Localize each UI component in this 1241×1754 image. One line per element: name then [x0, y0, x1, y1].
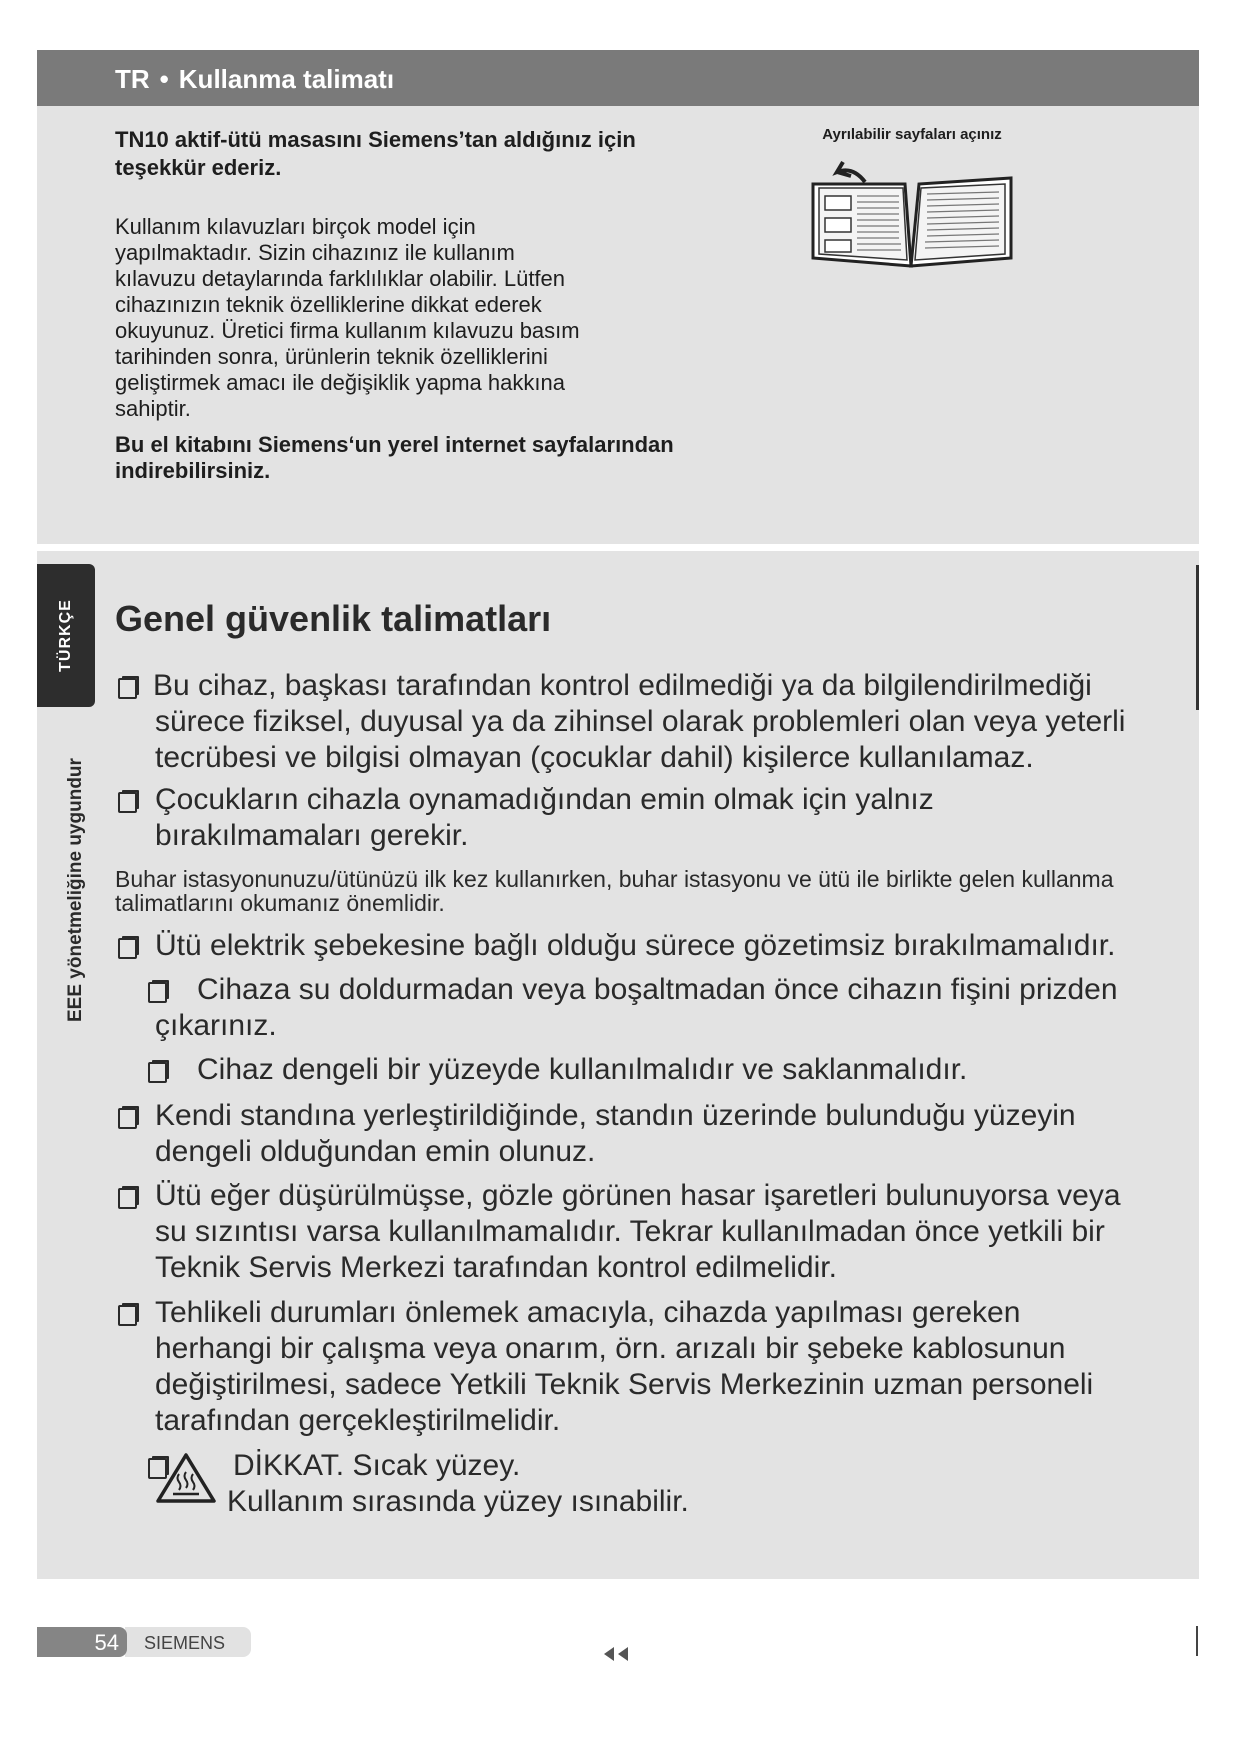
- intro-body-line: sahiptir.: [115, 396, 191, 421]
- compliance-label: EEE yönetmeliğine uygundur: [65, 758, 86, 1022]
- previous-page-arrows-icon[interactable]: [600, 1645, 634, 1663]
- list-item: [115, 1295, 1135, 1439]
- intro-body-line: Kullanım kılavuzları birçok model için: [115, 214, 476, 239]
- list-item: [115, 782, 1135, 854]
- usage-note: Buhar istasyonunuzu/ütünüzü ilk kez kullanırken, buhar istasyonu ve ütü ile birlikte gelen kullanma talimatlarını okumanız önemlidir.: [115, 866, 1114, 916]
- list-item-text: Cihaz dengeli bir yüzeyde kullanılmalıdır ve saklanmalıdır.: [197, 1053, 968, 1086]
- checkbox-bullet-icon: [118, 1305, 137, 1326]
- section-title: Genel güvenlik talimatları: [115, 598, 552, 639]
- list-item-text: Tehlikeli durumları önlemek amacıyla, cihazda yapılması gereken herhangi bir çalışma veya onarım, örn. arızalı bir şebeke kablosunun değiştirilmesi, sadece Yetkili Teknik Servis Merkezinin uzman personeli tarafından gerçekleştirilmelidir.: [155, 1296, 1094, 1437]
- intro-body: [115, 214, 675, 422]
- warning-title: DİKKAT. Sıcak yüzey.: [233, 1449, 521, 1482]
- list-item: [115, 1098, 1135, 1170]
- list-item: [115, 668, 1135, 776]
- list-item-sub: [115, 1052, 1135, 1088]
- intro-body-line: tarihinden sonra, ürünlerin teknik özelliklerini: [115, 344, 548, 369]
- list-item-sub: [115, 972, 1135, 1044]
- intro-panel: [37, 106, 1199, 544]
- brand-label: SIEMENS: [144, 1633, 226, 1653]
- book-caption: Ayrılabilir sayfaları açınız: [822, 126, 1002, 143]
- header-bar: [37, 50, 1199, 106]
- list-item: [115, 928, 1135, 964]
- checkbox-bullet-icon: [118, 678, 137, 699]
- list-item-text: Bu cihaz, başkası tarafından kontrol edilmediği ya da bilgilendirilmediği sürece fiziksel, duyusal ya da zihinsel olarak problemleri olan veya yeterli tecrübesi ve bilgisi olmayan (çocuklar dahil) kişilerce kullanılamaz.: [153, 669, 1126, 774]
- intro-body-line: yapılmaktadır. Sizin cihazınız ile kullanım: [115, 240, 515, 265]
- margin-rule: [1196, 565, 1199, 710]
- header-separator: •: [159, 64, 169, 94]
- intro-body-line: geliştirmek amacı ile değişiklik yapma hakkına: [115, 370, 565, 395]
- language-code: TR: [115, 64, 150, 94]
- intro-body-line: okuyunuz. Üretici firma kullanım kılavuzu basım: [115, 318, 580, 343]
- list-item-text: Kendi standına yerleştirildiğinde, standın üzerinde bulunduğu yüzeyin dengeli olduğundan emin olunuz.: [155, 1099, 1076, 1168]
- checkbox-bullet-icon: [118, 1108, 137, 1129]
- checkbox-bullet-icon: [148, 1062, 167, 1083]
- intro-body-line: kılavuzu detaylarında farklılıklar olabilir. Lütfen: [115, 266, 566, 291]
- checkbox-bullet-icon: [148, 982, 167, 1003]
- page-number: 54: [94, 1630, 119, 1655]
- list-item-text: Ütü eğer düşürülmüşse, gözle görünen hasar işaretleri bulunuyorsa veya su sızıntısı varsa kullanılmamalıdır. Tekrar kullanılmadan önce yetkili bir Teknik Servis Merkezi tarafından kontrol edilmelidir.: [155, 1179, 1121, 1284]
- intro-heading: TN10 aktif-ütü masasını Siemens’tan aldığınız için teşekkür ederiz.: [115, 127, 636, 180]
- list-item: [115, 1178, 1135, 1286]
- intro-body-line: cihazınızın teknik özelliklerine dikkat ederek: [115, 292, 542, 317]
- download-note: Bu el kitabını Siemens‘un yerel internet sayfalarından indirebilirsiniz.: [115, 432, 674, 483]
- document-title: Kullanma talimatı: [178, 64, 395, 94]
- checkbox-bullet-icon: [118, 938, 137, 959]
- list-item-text: Cihaza su doldurmadan veya boşaltmadan önce cihazın fişini prizden çıkarınız.: [155, 973, 1118, 1042]
- list-item-text: Ütü elektrik şebekesine bağlı olduğu sürece gözetimsiz bırakılmamalıdır.: [155, 929, 1116, 962]
- warning-text: Kullanım sırasında yüzey ısınabilir.: [227, 1485, 689, 1518]
- list-item-text: Çocukların cihazla oynamadığından emin olmak için yalnız bırakılmamaları gerekir.: [155, 783, 934, 852]
- language-tab-label: TÜRKÇE: [57, 599, 74, 672]
- checkbox-bullet-icon: [118, 1188, 137, 1209]
- open-book-icon: [807, 148, 1017, 268]
- header-title: [115, 64, 394, 95]
- warning-item: [115, 1448, 1135, 1520]
- checkbox-bullet-icon: [118, 792, 137, 813]
- footer-rule: [1196, 1626, 1198, 1656]
- language-tab: [37, 564, 95, 707]
- hot-surface-warning-icon: [155, 1452, 217, 1504]
